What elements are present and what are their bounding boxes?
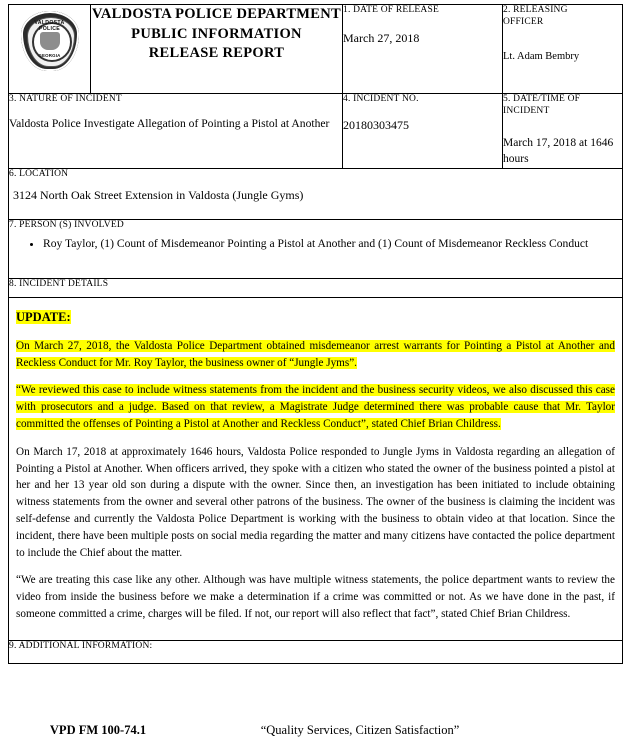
incident-number-label: 4. INCIDENT NO. xyxy=(343,94,419,104)
badge-seal-shape xyxy=(40,32,60,50)
nature-of-incident-cell xyxy=(9,94,343,169)
department-badge-cell xyxy=(9,5,91,94)
update-label xyxy=(16,308,615,327)
releasing-officer-cell xyxy=(503,5,623,94)
badge-top-line1: VALDOSTA xyxy=(34,20,65,26)
form-number: VPD FM 100-74.1 xyxy=(49,723,147,737)
date-time-of-incident-value: March 17, 2018 at 1646 hours xyxy=(503,137,614,165)
nature-of-incident-value: Valdosta Police Investigate Allegation of Pointing a Pistol at Another xyxy=(9,117,330,130)
persons-involved-label: 7. PERSON (S) INVOLVED xyxy=(9,220,124,230)
incident-details-body-row xyxy=(9,298,623,641)
narrative-paragraph-2-text: “We reviewed this case to include witness statements from the incident and the business security videos, we also discussed this case with prosecutors and a judge. Based on that review, a Magistrate Judge determined there was probable cause that Mr. Taylor committed the offenses of Pointing a Pistol at Another and Reckless Conduct”, stated Chief Brian Childress. xyxy=(16,384,615,430)
incident-details-body-cell xyxy=(9,298,623,641)
nature-of-incident-label: 3. NATURE OF INCIDENT xyxy=(9,94,122,104)
update-label-text: UPDATE: xyxy=(16,310,71,324)
narrative-paragraph-4: “We are treating this case like any other. Although was have multiple witness statements, the police department wants to review the video from inside the business before we make a determination if a crime was committed or not. As we have done in the past, if someone committed a crime, charges will be filed. If not, our report will also reflect that fact”, stated Chief Brian Childress. xyxy=(16,574,615,620)
additional-information-row xyxy=(9,640,623,663)
date-of-release-cell xyxy=(343,5,503,94)
location-cell xyxy=(9,169,623,220)
title-line-2: PUBLIC INFORMATION xyxy=(131,25,302,42)
incident-details-row xyxy=(9,279,623,298)
releasing-officer-label: 2. RELEASING xyxy=(503,5,568,15)
persons-involved-list xyxy=(9,236,622,253)
header-row xyxy=(9,5,623,94)
incident-narrative xyxy=(14,308,617,623)
narrative-paragraph-3: On March 17, 2018 at approximately 1646 hours, Valdosta Police responded to Jungle Jyms in Valdosta regarding an allegation of Pointing a Pistol at Another. When officers arrived, they spoke with a citizen who stated the owner of the business pointed a pistol at her and her 13 year old son during a dispute with the owner. Since then, an investigation has been initiated to include obtaining witness statements from the owner and several other patrons of the business. The owner of the business is claiming the incident was self-defense and currently the Valdosta Police Department is working with the business to obtain video at that location. Since the incident, there have been multiple posts on social media regarding the matter and many citizens have contacted the police department to include the Chief about the matter. xyxy=(16,445,615,559)
location-value: 3124 North Oak Street Extension in Valdosta (Jungle Gyms) xyxy=(13,188,304,202)
page-footer xyxy=(8,723,622,738)
date-time-of-incident-label-2: INCIDENT xyxy=(503,106,550,116)
incident-summary-row xyxy=(9,94,623,169)
incident-number-cell xyxy=(343,94,503,169)
date-time-of-incident-cell xyxy=(503,94,623,169)
date-of-release-label: 1. DATE OF RELEASE xyxy=(343,5,439,15)
location-label: 6. LOCATION xyxy=(9,169,69,179)
date-of-release-value: March 27, 2018 xyxy=(343,31,420,45)
title-line-1: VALDOSTA POLICE DEPARTMENT xyxy=(92,6,341,22)
document-title-cell xyxy=(91,5,343,94)
location-row xyxy=(9,169,623,220)
releasing-officer-value: Lt. Adam Bembry xyxy=(503,51,580,62)
persons-involved-row xyxy=(9,220,623,279)
badge-bottom-line: GEORGIA xyxy=(38,53,61,58)
department-slogan: “Quality Services, Citizen Satisfaction” xyxy=(260,723,460,737)
incident-details-label: 8. INCIDENT DETAILS xyxy=(9,279,109,289)
persons-involved-cell xyxy=(9,220,623,279)
incident-details-label-cell xyxy=(9,279,623,298)
additional-information-cell xyxy=(9,640,623,663)
badge-top-line2: POLICE xyxy=(38,26,61,32)
narrative-paragraph-2 xyxy=(16,382,615,432)
narrative-paragraph-1 xyxy=(16,338,615,372)
title-line-3: RELEASE REPORT xyxy=(148,45,285,62)
release-report-form xyxy=(8,4,623,664)
list-item: • Roy Taylor, (1) Count of Misdemeanor Pointing a Pistol at Another and (1) Count of Misdemeanor Reckless Conduct xyxy=(43,236,622,253)
narrative-paragraph-1-text: On March 27, 2018, the Valdosta Police Department obtained misdemeanor arrest warrants for Pointing a Pistol at Another and Reckless Conduct for Mr. Roy Taylor, the business owner of “Jungle Jyms”. xyxy=(16,339,615,369)
incident-number-value: 20180303475 xyxy=(343,118,409,132)
releasing-officer-label-2: OFFICER xyxy=(503,17,544,27)
additional-information-label: 9. ADDITIONAL INFORMATION: xyxy=(9,640,153,651)
police-badge-icon xyxy=(19,11,81,73)
date-time-of-incident-label: 5. DATE/TIME OF xyxy=(503,94,581,104)
